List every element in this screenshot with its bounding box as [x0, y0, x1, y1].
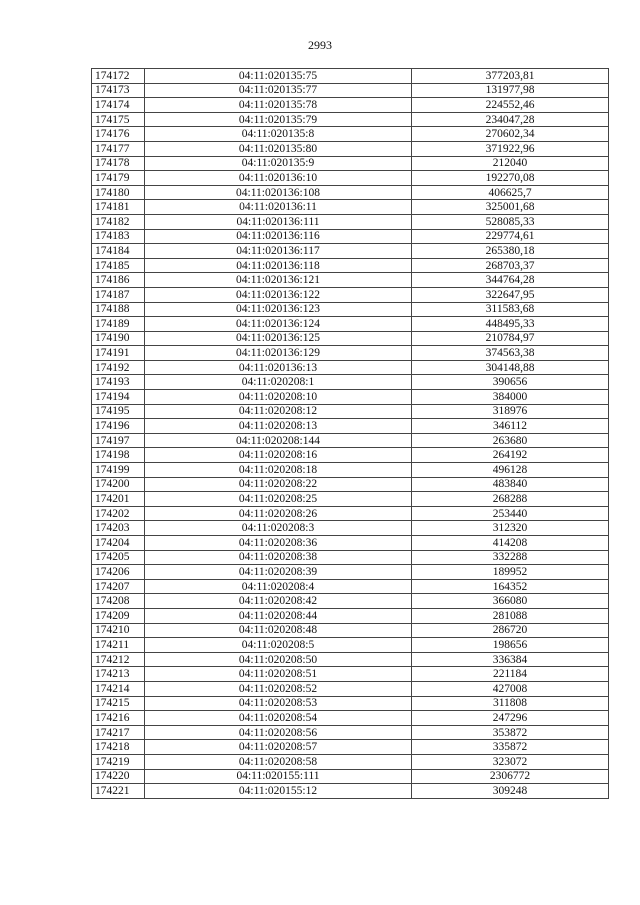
table-row — [92, 448, 609, 463]
table-row — [92, 185, 609, 200]
row-number-cell: 174215 — [92, 696, 145, 711]
cadastral-value-cell: 189952 — [412, 565, 609, 580]
table-row — [92, 681, 609, 696]
cadastral-value-cell: 335872 — [412, 740, 609, 755]
cadastral-value-cell: 406625,7 — [412, 185, 609, 200]
cadastral-number-cell: 04:11:020208:44 — [145, 608, 412, 623]
table-row — [92, 171, 609, 186]
cadastral-number-cell: 04:11:020208:144 — [145, 433, 412, 448]
table-row — [92, 419, 609, 434]
row-number-cell: 174190 — [92, 331, 145, 346]
table-row — [92, 244, 609, 259]
table-row — [92, 98, 609, 113]
table-row — [92, 638, 609, 653]
cadastral-value-cell: 264192 — [412, 448, 609, 463]
row-number-cell: 174188 — [92, 302, 145, 317]
cadastral-value-cell: 210784,97 — [412, 331, 609, 346]
cadastral-number-cell: 04:11:020208:26 — [145, 506, 412, 521]
table-row — [92, 141, 609, 156]
row-number-cell: 174218 — [92, 740, 145, 755]
row-number-cell: 174176 — [92, 127, 145, 142]
cadastral-value-cell: 377203,81 — [412, 69, 609, 84]
cadastral-value-cell: 212040 — [412, 156, 609, 171]
table-row — [92, 594, 609, 609]
row-number-cell: 174198 — [92, 448, 145, 463]
cadastral-value-cell: 247296 — [412, 711, 609, 726]
cadastral-value-cell: 374563,38 — [412, 346, 609, 361]
row-number-cell: 174173 — [92, 83, 145, 98]
cadastral-number-cell: 04:11:020208:36 — [145, 536, 412, 551]
cadastral-number-cell: 04:11:020135:9 — [145, 156, 412, 171]
table-row — [92, 273, 609, 288]
cadastral-number-cell: 04:11:020208:13 — [145, 419, 412, 434]
row-number-cell: 174184 — [92, 244, 145, 259]
page-number: 2993 — [308, 38, 332, 52]
table-row — [92, 754, 609, 769]
cadastral-number-cell: 04:11:020136:108 — [145, 185, 412, 200]
row-number-cell: 174192 — [92, 360, 145, 375]
cadastral-value-cell: 344764,28 — [412, 273, 609, 288]
row-number-cell: 174208 — [92, 594, 145, 609]
table-row — [92, 536, 609, 551]
table-row — [92, 565, 609, 580]
cadastral-number-cell: 04:11:020208:1 — [145, 375, 412, 390]
cadastral-value-cell: 192270,08 — [412, 171, 609, 186]
cadastral-value-cell: 131977,98 — [412, 83, 609, 98]
cadastral-number-cell: 04:11:020135:78 — [145, 98, 412, 113]
cadastral-value-cell: 253440 — [412, 506, 609, 521]
row-number-cell: 174217 — [92, 725, 145, 740]
row-number-cell: 174221 — [92, 784, 145, 799]
cadastral-number-cell: 04:11:020208:10 — [145, 390, 412, 405]
table-row — [92, 652, 609, 667]
cadastral-number-cell: 04:11:020136:123 — [145, 302, 412, 317]
table-row — [92, 623, 609, 638]
table-row — [92, 477, 609, 492]
row-number-cell: 174187 — [92, 287, 145, 302]
cadastral-value-table — [91, 68, 609, 799]
cadastral-value-cell: 414208 — [412, 536, 609, 551]
table-row — [92, 521, 609, 536]
cadastral-number-cell: 04:11:020208:51 — [145, 667, 412, 682]
cadastral-number-cell: 04:11:020208:57 — [145, 740, 412, 755]
cadastral-value-cell: 263680 — [412, 433, 609, 448]
row-number-cell: 174194 — [92, 390, 145, 405]
cadastral-number-cell: 04:11:020136:117 — [145, 244, 412, 259]
cadastral-value-cell: 312320 — [412, 521, 609, 536]
row-number-cell: 174197 — [92, 433, 145, 448]
table-row — [92, 287, 609, 302]
row-number-cell: 174210 — [92, 623, 145, 638]
cadastral-number-cell: 04:11:020136:125 — [145, 331, 412, 346]
row-number-cell: 174216 — [92, 711, 145, 726]
cadastral-number-cell: 04:11:020136:129 — [145, 346, 412, 361]
row-number-cell: 174175 — [92, 112, 145, 127]
cadastral-value-cell: 221184 — [412, 667, 609, 682]
table-row — [92, 769, 609, 784]
cadastral-value-cell: 268703,37 — [412, 258, 609, 273]
cadastral-number-cell: 04:11:020135:79 — [145, 112, 412, 127]
cadastral-number-cell: 04:11:020208:18 — [145, 463, 412, 478]
row-number-cell: 174205 — [92, 550, 145, 565]
cadastral-number-cell: 04:11:020136:124 — [145, 317, 412, 332]
row-number-cell: 174181 — [92, 200, 145, 215]
row-number-cell: 174178 — [92, 156, 145, 171]
cadastral-value-cell: 353872 — [412, 725, 609, 740]
row-number-cell: 174212 — [92, 652, 145, 667]
table-row — [92, 711, 609, 726]
row-number-cell: 174172 — [92, 69, 145, 84]
table-row — [92, 200, 609, 215]
table-row — [92, 740, 609, 755]
cadastral-number-cell: 04:11:020208:42 — [145, 594, 412, 609]
row-number-cell: 174189 — [92, 317, 145, 332]
row-number-cell: 174186 — [92, 273, 145, 288]
table-row — [92, 258, 609, 273]
cadastral-value-cell: 311583,68 — [412, 302, 609, 317]
cadastral-number-cell: 04:11:020136:122 — [145, 287, 412, 302]
cadastral-number-cell: 04:11:020208:39 — [145, 565, 412, 580]
cadastral-value-cell: 346112 — [412, 419, 609, 434]
row-number-cell: 174199 — [92, 463, 145, 478]
row-number-cell: 174203 — [92, 521, 145, 536]
cadastral-number-cell: 04:11:020208:54 — [145, 711, 412, 726]
table-row — [92, 696, 609, 711]
row-number-cell: 174179 — [92, 171, 145, 186]
row-number-cell: 174174 — [92, 98, 145, 113]
table-row — [92, 331, 609, 346]
cadastral-value-cell: 318976 — [412, 404, 609, 419]
table-row — [92, 667, 609, 682]
row-number-cell: 174195 — [92, 404, 145, 419]
cadastral-number-cell: 04:11:020136:13 — [145, 360, 412, 375]
table-row — [92, 69, 609, 84]
table-row — [92, 608, 609, 623]
row-number-cell: 174182 — [92, 214, 145, 229]
cadastral-number-cell: 04:11:020208:4 — [145, 579, 412, 594]
cadastral-value-cell: 309248 — [412, 784, 609, 799]
cadastral-value-cell: 198656 — [412, 638, 609, 653]
cadastral-number-cell: 04:11:020208:22 — [145, 477, 412, 492]
row-number-cell: 174219 — [92, 754, 145, 769]
cadastral-value-cell: 427008 — [412, 681, 609, 696]
cadastral-number-cell: 04:11:020208:25 — [145, 492, 412, 507]
table-row — [92, 375, 609, 390]
row-number-cell: 174196 — [92, 419, 145, 434]
cadastral-value-cell: 325001,68 — [412, 200, 609, 215]
table-row — [92, 127, 609, 142]
row-number-cell: 174209 — [92, 608, 145, 623]
cadastral-number-cell: 04:11:020208:16 — [145, 448, 412, 463]
cadastral-number-cell: 04:11:020135:75 — [145, 69, 412, 84]
cadastral-number-cell: 04:11:020136:10 — [145, 171, 412, 186]
cadastral-number-cell: 04:11:020135:77 — [145, 83, 412, 98]
cadastral-value-cell: 496128 — [412, 463, 609, 478]
cadastral-value-cell: 336384 — [412, 652, 609, 667]
cadastral-number-cell: 04:11:020208:52 — [145, 681, 412, 696]
row-number-cell: 174214 — [92, 681, 145, 696]
cadastral-value-cell: 265380,18 — [412, 244, 609, 259]
row-number-cell: 174202 — [92, 506, 145, 521]
cadastral-value-cell: 323072 — [412, 754, 609, 769]
table-row — [92, 83, 609, 98]
table-row — [92, 506, 609, 521]
cadastral-value-cell: 164352 — [412, 579, 609, 594]
table-row — [92, 784, 609, 799]
table-row — [92, 404, 609, 419]
cadastral-value-cell: 286720 — [412, 623, 609, 638]
cadastral-number-cell: 04:11:020208:5 — [145, 638, 412, 653]
cadastral-value-cell: 384000 — [412, 390, 609, 405]
cadastral-value-cell: 332288 — [412, 550, 609, 565]
cadastral-value-cell: 268288 — [412, 492, 609, 507]
table-row — [92, 360, 609, 375]
cadastral-number-cell: 04:11:020136:111 — [145, 214, 412, 229]
cadastral-number-cell: 04:11:020208:58 — [145, 754, 412, 769]
table-row — [92, 229, 609, 244]
cadastral-number-cell: 04:11:020155:12 — [145, 784, 412, 799]
cadastral-value-cell: 229774,61 — [412, 229, 609, 244]
cadastral-number-cell: 04:11:020136:116 — [145, 229, 412, 244]
row-number-cell: 174193 — [92, 375, 145, 390]
cadastral-value-cell: 322647,95 — [412, 287, 609, 302]
table-body — [92, 69, 609, 799]
cadastral-value-cell: 304148,88 — [412, 360, 609, 375]
row-number-cell: 174200 — [92, 477, 145, 492]
cadastral-number-cell: 04:11:020136:121 — [145, 273, 412, 288]
cadastral-value-cell: 366080 — [412, 594, 609, 609]
cadastral-number-cell: 04:11:020208:3 — [145, 521, 412, 536]
cadastral-number-cell: 04:11:020136:118 — [145, 258, 412, 273]
cadastral-value-cell: 311808 — [412, 696, 609, 711]
table-row — [92, 214, 609, 229]
table-row — [92, 346, 609, 361]
cadastral-value-cell: 270602,34 — [412, 127, 609, 142]
row-number-cell: 174183 — [92, 229, 145, 244]
cadastral-value-cell: 483840 — [412, 477, 609, 492]
cadastral-value-cell: 390656 — [412, 375, 609, 390]
table-row — [92, 725, 609, 740]
cadastral-number-cell: 04:11:020208:50 — [145, 652, 412, 667]
table-row — [92, 390, 609, 405]
table-row — [92, 550, 609, 565]
cadastral-value-cell: 234047,28 — [412, 112, 609, 127]
table-row — [92, 463, 609, 478]
row-number-cell: 174211 — [92, 638, 145, 653]
cadastral-value-cell: 224552,46 — [412, 98, 609, 113]
table-row — [92, 112, 609, 127]
cadastral-number-cell: 04:11:020208:56 — [145, 725, 412, 740]
cadastral-value-cell: 448495,33 — [412, 317, 609, 332]
table-row — [92, 317, 609, 332]
cadastral-number-cell: 04:11:020155:111 — [145, 769, 412, 784]
row-number-cell: 174191 — [92, 346, 145, 361]
row-number-cell: 174207 — [92, 579, 145, 594]
cadastral-value-cell: 2306772 — [412, 769, 609, 784]
cadastral-number-cell: 04:11:020135:80 — [145, 141, 412, 156]
table-row — [92, 433, 609, 448]
table-row — [92, 492, 609, 507]
row-number-cell: 174185 — [92, 258, 145, 273]
cadastral-number-cell: 04:11:020136:11 — [145, 200, 412, 215]
cadastral-number-cell: 04:11:020208:38 — [145, 550, 412, 565]
row-number-cell: 174204 — [92, 536, 145, 551]
row-number-cell: 174180 — [92, 185, 145, 200]
cadastral-number-cell: 04:11:020208:12 — [145, 404, 412, 419]
row-number-cell: 174177 — [92, 141, 145, 156]
row-number-cell: 174213 — [92, 667, 145, 682]
cadastral-value-cell: 371922,96 — [412, 141, 609, 156]
cadastral-number-cell: 04:11:020208:48 — [145, 623, 412, 638]
cadastral-number-cell: 04:11:020208:53 — [145, 696, 412, 711]
cadastral-number-cell: 04:11:020135:8 — [145, 127, 412, 142]
row-number-cell: 174220 — [92, 769, 145, 784]
table-row — [92, 302, 609, 317]
table-row — [92, 156, 609, 171]
row-number-cell: 174206 — [92, 565, 145, 580]
table-row — [92, 579, 609, 594]
cadastral-value-cell: 281088 — [412, 608, 609, 623]
row-number-cell: 174201 — [92, 492, 145, 507]
cadastral-value-cell: 528085,33 — [412, 214, 609, 229]
